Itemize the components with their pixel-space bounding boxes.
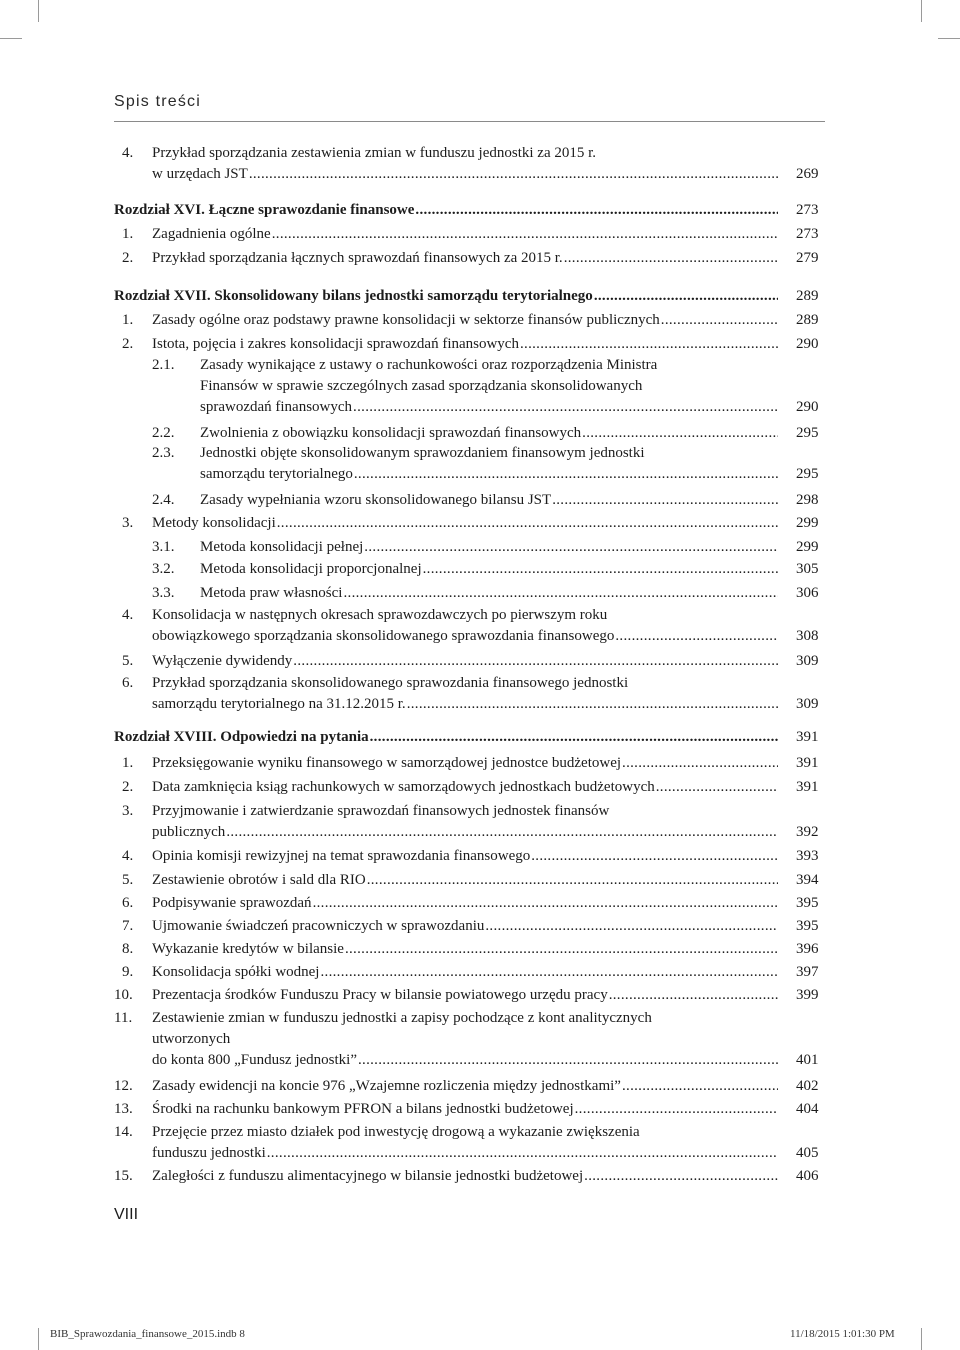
toc-subentry <box>0 443 960 485</box>
toc-entry-text: Zasady ogólne oraz podstawy prawne konsolidacji w sektorze finansów publicznych <box>152 312 660 328</box>
toc-entry <box>0 605 960 647</box>
toc-entry-number: 12. <box>114 1078 133 1094</box>
dot-leader <box>594 286 778 307</box>
toc-entry-number: 2. <box>122 779 134 795</box>
crop-mark <box>0 38 22 39</box>
toc-page-number: 306 <box>796 585 819 601</box>
dot-leader <box>267 1143 778 1164</box>
toc-entry-text: Zestawienie zmian w funduszu jednostki a zapisy pochodzące z kont analitycznych <box>152 1010 652 1026</box>
toc-entry-number: 2. <box>122 250 134 266</box>
toc-entry-text: Konsolidacja spółki wodnej <box>152 964 320 980</box>
toc-entry-text: Zasady ewidencji na koncie 976 „Wzajemne rozliczenia między jednostkami” <box>152 1078 621 1094</box>
toc-entry-text: Zasady wynikające z ustawy o rachunkowości oraz rozporządzenia Ministra <box>200 357 658 373</box>
dot-leader <box>353 397 778 418</box>
slug-timestamp: 11/18/2015 1:01:30 PM <box>790 1328 895 1340</box>
toc-entry <box>0 1008 960 1071</box>
toc-entry-text: Zasady wypełniania wzoru skonsolidowanego bilansu JST <box>200 492 552 508</box>
toc-page-number: 289 <box>796 312 819 328</box>
toc-entry-text: samorządu terytorialnego <box>200 466 353 482</box>
toc-entry-number: 2.1. <box>152 357 175 373</box>
toc-page-number: 269 <box>796 166 819 182</box>
toc-entry <box>0 651 960 672</box>
toc-entry-text: Konsolidacja w następnych okresach sprawozdawczych po pierwszym roku <box>152 607 608 623</box>
crop-mark <box>921 1328 922 1350</box>
toc-entry-number: 6. <box>122 895 134 911</box>
crop-mark <box>38 1328 39 1350</box>
toc-entry-text: utworzonych <box>152 1031 231 1047</box>
toc-entry <box>0 939 960 960</box>
toc-entry-number: 5. <box>122 872 134 888</box>
dot-leader <box>364 537 778 558</box>
toc-entry-number: 9. <box>122 964 134 980</box>
toc-entry <box>0 248 960 269</box>
toc-entry-number: 2.3. <box>152 445 175 461</box>
toc-page-number: 397 <box>796 964 819 980</box>
toc-entry-number: 2.2. <box>152 425 175 441</box>
dot-leader <box>272 224 778 245</box>
toc-page-number: 396 <box>796 941 819 957</box>
dot-leader <box>415 200 778 221</box>
dot-leader <box>584 1166 778 1187</box>
toc-page-number: 308 <box>796 628 819 644</box>
toc-entry-number: 6. <box>122 675 134 691</box>
dot-leader <box>622 753 778 774</box>
dot-leader <box>531 846 778 867</box>
dot-leader <box>582 423 778 444</box>
toc-entry-number: 2.4. <box>152 492 175 508</box>
slug-filename: BIB_Sprawozdania_finansowe_2015.indb 8 <box>50 1328 245 1340</box>
toc-entry <box>0 801 960 843</box>
dot-leader <box>249 164 778 185</box>
toc-entry-number: 11. <box>114 1010 133 1026</box>
dot-leader <box>313 893 778 914</box>
toc-page-number: 273 <box>796 202 819 218</box>
toc-entry-text: Wykazanie kredytów w bilansie <box>152 941 344 957</box>
toc-page-number: 295 <box>796 466 819 482</box>
toc-entry-number: 4. <box>122 145 134 161</box>
toc-entry-text: Zwolnienia z obowiązku konsolidacji sprawozdań finansowych <box>200 425 582 441</box>
dot-leader <box>293 651 778 672</box>
dot-leader <box>622 1076 778 1097</box>
toc-entry <box>0 893 960 914</box>
toc-subentry <box>0 559 960 580</box>
toc-entry <box>0 1122 960 1164</box>
toc-entry <box>0 753 960 774</box>
toc-page-number: 391 <box>796 729 819 745</box>
toc-entry-number: 3.2. <box>152 561 175 577</box>
dot-leader <box>226 822 778 843</box>
dot-leader <box>345 939 778 960</box>
toc-entry-text: Ujmowanie świadczeń pracowniczych w sprawozdaniu <box>152 918 485 934</box>
toc-entry-text: obowiązkowego sporządzania skonsolidowanego sprawozdania finansowego <box>152 628 615 644</box>
toc-entry-number: 1. <box>122 312 134 328</box>
toc-entry-text: Rozdział XVIII. Odpowiedzi na pytania <box>114 729 369 745</box>
toc-page-number: 395 <box>796 895 819 911</box>
toc-entry <box>0 1099 960 1120</box>
toc-entry <box>0 1166 960 1187</box>
toc-entry-number: 13. <box>114 1101 133 1117</box>
dot-leader <box>407 694 778 715</box>
toc-entry-text: Rozdział XVI. Łączne sprawozdanie finansowe <box>114 202 415 218</box>
toc-entry-text: w urzędach JST <box>152 166 248 182</box>
toc-entry-text: Zaległości z funduszu alimentacyjnego w bilansie jednostki budżetowej <box>152 1168 584 1184</box>
toc-entry-text: Metoda konsolidacji pełnej <box>200 539 364 555</box>
toc-entry-text: Jednostki objęte skonsolidowanym sprawozdaniem finansowym jednostki <box>200 445 645 461</box>
toc-page-number: 309 <box>796 653 819 669</box>
toc-entry-number: 14. <box>114 1124 133 1140</box>
toc-page-number: 394 <box>796 872 819 888</box>
toc-entry-text: Przykład sporządzania łącznych sprawozdań finansowych za 2015 r. <box>152 250 563 266</box>
toc-entry-text: Metoda praw własności <box>200 585 343 601</box>
toc-entry-text: sprawozdań finansowych <box>200 399 353 415</box>
dot-leader <box>661 310 778 331</box>
header-rule <box>114 121 825 122</box>
dot-leader <box>575 1099 778 1120</box>
dot-leader <box>320 962 778 983</box>
toc-entry-text: Finansów w sprawie szczególnych zasad sporządzania skonsolidowanych <box>200 378 643 394</box>
toc-entry <box>0 310 960 331</box>
toc-page-number: 273 <box>796 226 819 242</box>
toc-entry <box>0 870 960 891</box>
toc-page-number: 391 <box>796 755 819 771</box>
toc-page-number: 290 <box>796 336 819 352</box>
toc-subentry <box>0 490 960 511</box>
toc-page-number: 299 <box>796 539 819 555</box>
toc-page-number: 298 <box>796 492 819 508</box>
toc-entry-text: Środki na rachunku bankowym PFRON a bilans jednostki budżetowej <box>152 1101 574 1117</box>
dot-leader <box>358 1050 778 1071</box>
toc-entry-text: Metoda konsolidacji proporcjonalnej <box>200 561 422 577</box>
toc-subentry <box>0 537 960 558</box>
dot-leader <box>615 626 778 647</box>
toc-entry <box>0 334 960 355</box>
toc-entry-number: 15. <box>114 1168 133 1184</box>
toc-entry-text: Istota, pojęcia i zakres konsolidacji sprawozdań finansowych <box>152 336 519 352</box>
dot-leader <box>343 583 778 604</box>
toc-entry-text: Przykład sporządzania skonsolidowanego sprawozdania finansowego jednostki <box>152 675 629 691</box>
toc-entry-text: Rozdział XVII. Skonsolidowany bilans jednostki samorządu terytorialnego <box>114 288 593 304</box>
toc-entry-text: Przeksięgowanie wyniku finansowego w samorządowej jednostce budżetowej <box>152 755 622 771</box>
toc-page-number: 309 <box>796 696 819 712</box>
toc-entry-text: Przejęcie przez miasto działek pod inwestycję drogową a wykazanie zwiększenia <box>152 1124 640 1140</box>
dot-leader <box>609 985 778 1006</box>
page-number: VIII <box>114 1206 139 1223</box>
crop-mark <box>921 0 922 22</box>
dot-leader <box>277 513 778 534</box>
dot-leader <box>354 464 778 485</box>
toc-entry-text: do konta 800 „Fundusz jednostki” <box>152 1052 357 1068</box>
toc-entry-number: 7. <box>122 918 134 934</box>
toc-page-number: 392 <box>796 824 819 840</box>
dot-leader <box>656 777 778 798</box>
toc-subentry <box>0 583 960 604</box>
toc-page-number: 405 <box>796 1145 819 1161</box>
toc-entry <box>0 962 960 983</box>
toc-entry-number: 8. <box>122 941 134 957</box>
toc-page-number: 401 <box>796 1052 819 1068</box>
toc-entry-text: Przykład sporządzania zestawienia zmian w funduszu jednostki za 2015 r. <box>152 145 597 161</box>
dot-leader <box>370 727 778 748</box>
toc-page-number: 406 <box>796 1168 819 1184</box>
toc-chapter <box>0 727 960 748</box>
toc-page-number: 391 <box>796 779 819 795</box>
toc-page-number: 305 <box>796 561 819 577</box>
toc-page-number: 289 <box>796 288 819 304</box>
dot-leader <box>423 559 778 580</box>
toc-entry-text: Data zamknięcia ksiąg rachunkowych w samorządowych jednostkach budżetowych <box>152 779 655 795</box>
toc-page-number: 279 <box>796 250 819 266</box>
running-header: Spis treści <box>114 93 201 110</box>
toc-entry <box>0 846 960 867</box>
toc-page-number: 402 <box>796 1078 819 1094</box>
toc-entry-text: publicznych <box>152 824 226 840</box>
dot-leader <box>552 490 778 511</box>
dot-leader <box>367 870 778 891</box>
toc-page-number: 404 <box>796 1101 819 1117</box>
toc-entry <box>0 985 960 1006</box>
toc-entry-text: samorządu terytorialnego na 31.12.2015 r. <box>152 696 406 712</box>
toc-entry <box>0 1076 960 1097</box>
toc-page-number: 395 <box>796 918 819 934</box>
toc-page-number: 295 <box>796 425 819 441</box>
toc-entry-text: Przyjmowanie i zatwierdzanie sprawozdań finansowych jednostek finansów <box>152 803 610 819</box>
toc-entry-text: Metody konsolidacji <box>152 515 276 531</box>
toc-entry-number: 4. <box>122 848 134 864</box>
toc-entry-number: 1. <box>122 755 134 771</box>
toc-entry-text: Prezentacja środków Funduszu Pracy w bilansie powiatowego urzędu pracy <box>152 987 608 1003</box>
toc-entry <box>0 916 960 937</box>
dot-leader <box>520 334 778 355</box>
toc-subentry <box>0 423 960 444</box>
toc-entry-text: Zagadnienia ogólne <box>152 226 271 242</box>
toc-entry <box>0 513 960 534</box>
dot-leader <box>485 916 778 937</box>
toc-entry-number: 3. <box>122 803 134 819</box>
toc-entry-number: 3.1. <box>152 539 175 555</box>
toc-entry <box>0 224 960 245</box>
toc-entry-text: Podpisywanie sprawozdań <box>152 895 312 911</box>
toc-chapter <box>0 200 960 221</box>
toc-entry-number: 5. <box>122 653 134 669</box>
toc-page-number: 399 <box>796 987 819 1003</box>
crop-mark <box>938 38 960 39</box>
toc-subentry <box>0 355 960 418</box>
toc-entry-text: funduszu jednostki <box>152 1145 266 1161</box>
toc-entry <box>0 777 960 798</box>
toc-entry-number: 1. <box>122 226 134 242</box>
toc-entry-text: Opinia komisji rewizyjnej na temat sprawozdania finansowego <box>152 848 531 864</box>
toc-page-number: 393 <box>796 848 819 864</box>
toc-entry-number: 4. <box>122 607 134 623</box>
dot-leader <box>564 248 778 269</box>
toc-entry-number: 3.3. <box>152 585 175 601</box>
toc-page-number: 290 <box>796 399 819 415</box>
toc-chapter <box>0 286 960 307</box>
toc-entry-number: 3. <box>122 515 134 531</box>
crop-mark <box>38 0 39 22</box>
toc-entry-text: Wyłączenie dywidendy <box>152 653 293 669</box>
toc-entry <box>0 143 960 185</box>
toc-entry <box>0 673 960 715</box>
toc-entry-number: 2. <box>122 336 134 352</box>
toc-entry-text: Zestawienie obrotów i sald dla RIO <box>152 872 366 888</box>
toc-page-number: 299 <box>796 515 819 531</box>
toc-entry-number: 10. <box>114 987 133 1003</box>
